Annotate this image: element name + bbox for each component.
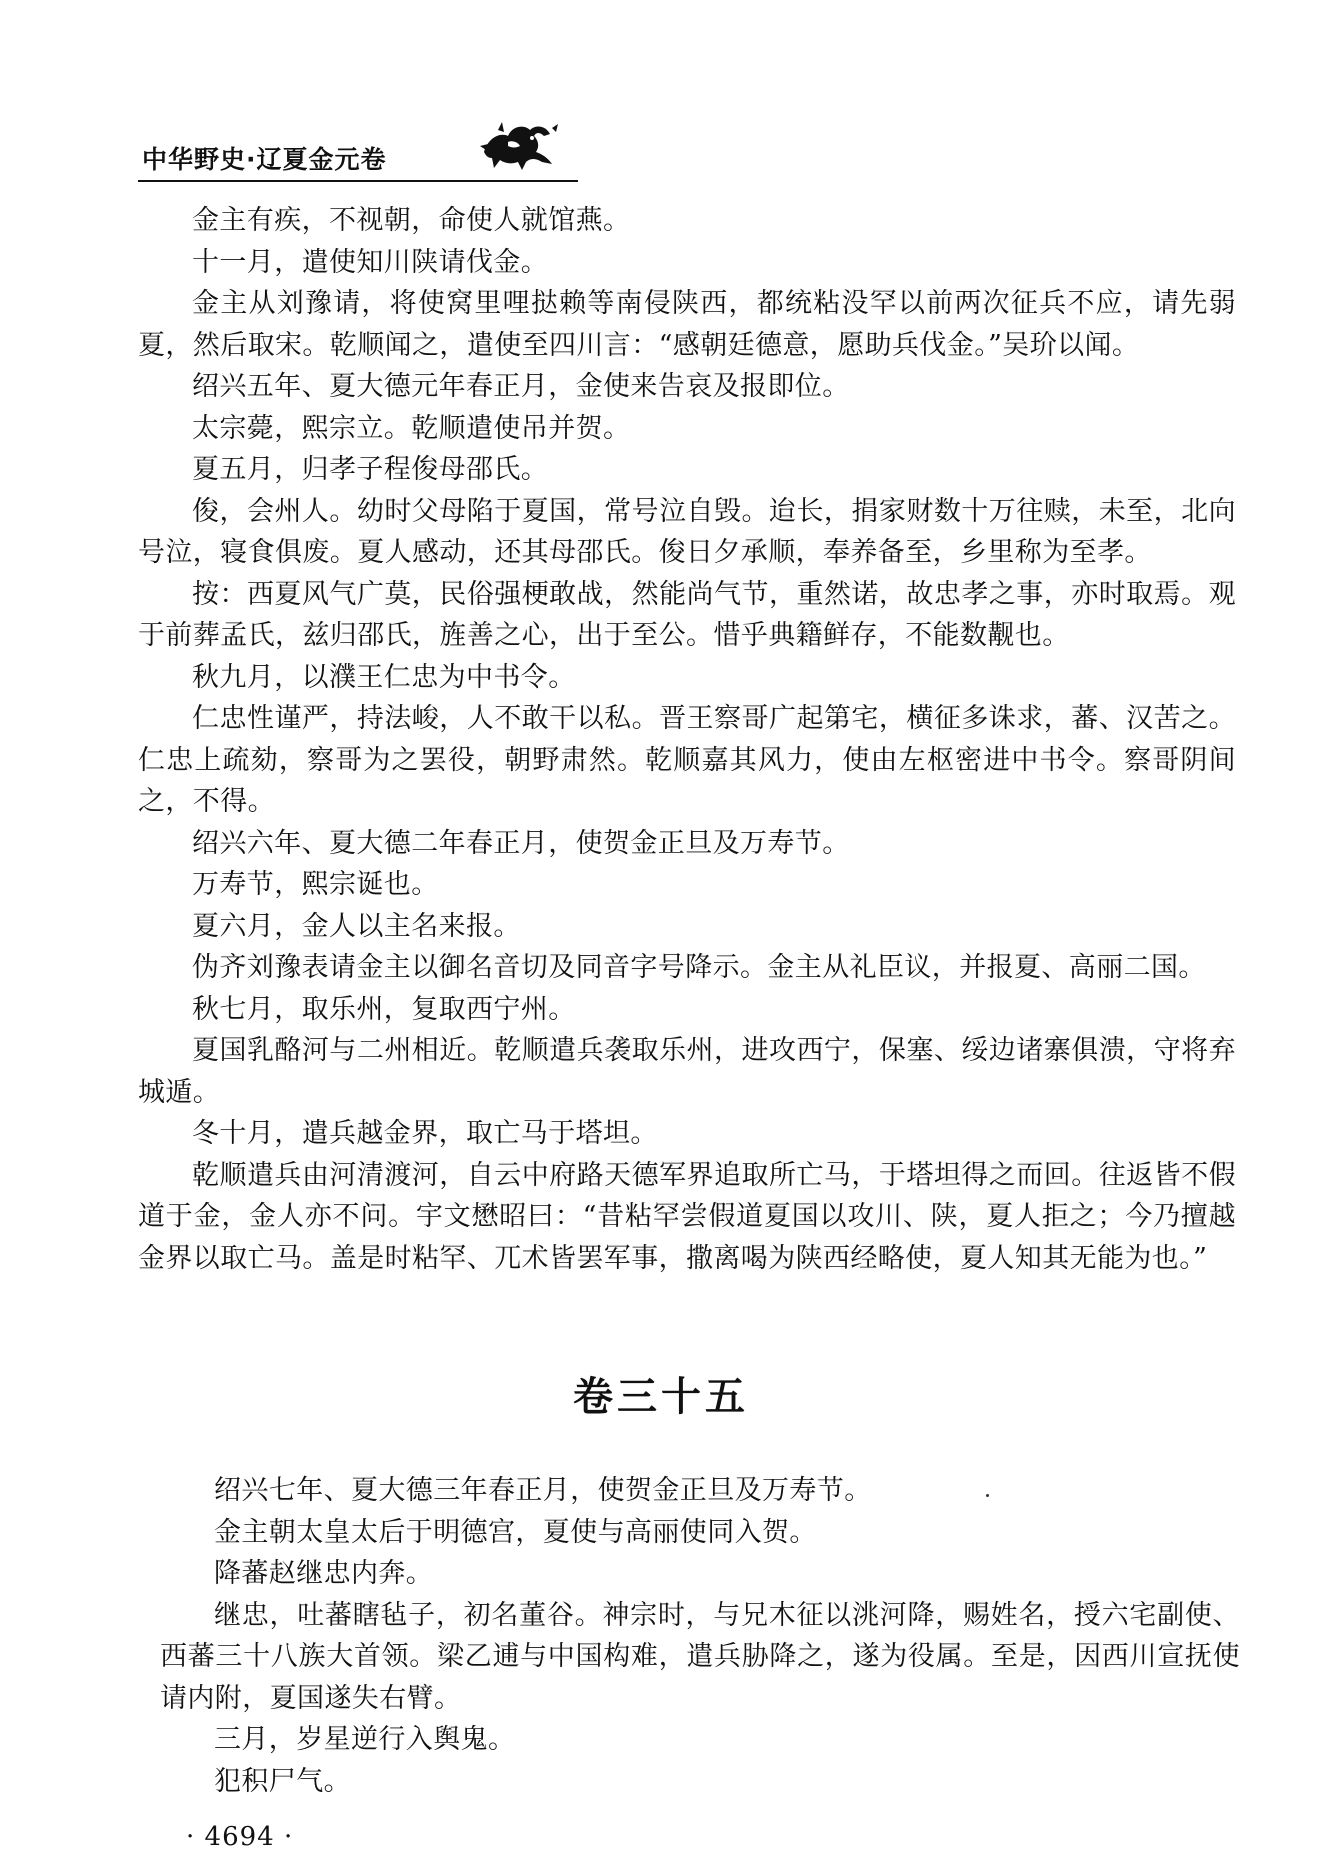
main-text [138, 200, 1236, 1279]
paragraph: 金主朝太皇太后于明德宫，夏使与高丽使同入贺。 [214, 1516, 817, 1548]
paragraph: 绍兴六年、夏大德二年春正月，使贺金正旦及万寿节。 [192, 827, 850, 859]
paragraph: 犯积尸气。 [214, 1765, 351, 1797]
paragraph: 仁忠性谨严，持法峻，人不敢干以私。晋王察哥广起第宅，横征多诛求，蕃、汉苦之。仁忠上疏劾，察哥为之罢役，朝野肃然。乾顺嘉其风力，使由左枢密进中书令。察哥阴间之，不得。 [138, 703, 1236, 817]
paragraph: 夏五月，归孝子程俊母邵氏。 [192, 454, 549, 485]
header-rule [138, 180, 578, 182]
paragraph: 秋七月，取乐州，复取西宁州。 [192, 993, 576, 1025]
chapter-title: 卷三十五 [573, 1374, 749, 1420]
paragraph: 三月，岁星逆行入舆鬼。 [214, 1724, 516, 1755]
paragraph: 绍兴七年、夏大德三年春正月，使贺金正旦及万寿节。 [214, 1475, 872, 1506]
dragon-emblem-icon [478, 118, 558, 174]
chapter-text [160, 1470, 1240, 1802]
paragraph: 十一月，遣使知川陕请伐金。 [192, 246, 549, 278]
paragraph: 金主从刘豫请，将使窝里哩挞赖等南侵陕西，都统粘没罕以前两次征兵不应，请先弱夏，然后取宋。乾顺闻之，遣使至四川言：“感朝廷德意，愿助兵伐金。”吴玠以闻。 [138, 288, 1236, 361]
page-number: · 4694 · [186, 1822, 294, 1852]
paragraph: 伪齐刘豫表请金主以御名音切及同音字号降示。金主从礼臣议，并报夏、高丽二国。 [192, 952, 1206, 983]
paragraph: 夏六月，金人以主名来报。 [192, 910, 521, 942]
paragraph: 俊，会州人。幼时父母陷于夏国，常号泣自毁。迨长，捐家财数十万往赎，未至，北向号泣，寝食俱废。夏人感动，还其母邵氏。俊日夕承顺，奉养备至，乡里称为至孝。 [138, 495, 1236, 568]
paragraph: 降蕃赵继忠内奔。 [214, 1558, 434, 1589]
paragraph: 乾顺遣兵由河清渡河，自云中府路天德军界追取所亡马，于塔坦得之而回。往返皆不假道于金，金人亦不问。宇文懋昭曰：“昔粘罕尝假道夏国以攻川、陕，夏人拒之；今乃擅越金界以取亡马。盖是时粘罕、兀术皆罢军事，撒离喝为陕西经略使，夏人知其无能为也。” [138, 1159, 1236, 1274]
paragraph: 万寿节，熙宗诞也。 [192, 869, 439, 900]
paragraph: 夏国乳酪河与二州相近。乾顺遣兵袭取乐州，进攻西宁，保塞、绥边诸寨俱溃，守将弃城遁。 [138, 1035, 1236, 1108]
paragraph: 金主有疾，不视朝，命使人就馆燕。 [192, 205, 631, 236]
paragraph: 按：西夏风气广莫，民俗强梗敢战，然能尚气节，重然诺，故忠孝之事，亦时取焉。观于前葬孟氏，兹归邵氏，旌善之心，出于至公。惜乎典籍鲜存，不能数觏也。 [138, 578, 1236, 651]
header-title: 中华野史·辽夏金元卷 [142, 145, 387, 174]
paragraph: 继忠，吐蕃瞎毡子，初名董谷。神宗时，与兄木征以洮河降，赐姓名，授六宅副使、西蕃三十八族大首领。梁乙逋与中国构难，遣兵胁降之，遂为役属。至是，因西川宣抚使请内附，夏国遂失右臂。 [160, 1599, 1240, 1714]
paragraph: 太宗薨，熙宗立。乾顺遣使吊并贺。 [192, 412, 631, 444]
paragraph: 绍兴五年、夏大德元年春正月，金使来告哀及报即位。 [192, 371, 850, 402]
paragraph: 冬十月，遣兵越金界，取亡马于塔坦。 [192, 1118, 658, 1149]
running-header [138, 118, 578, 186]
paragraph: 秋九月，以濮王仁忠为中书令。 [192, 661, 576, 693]
